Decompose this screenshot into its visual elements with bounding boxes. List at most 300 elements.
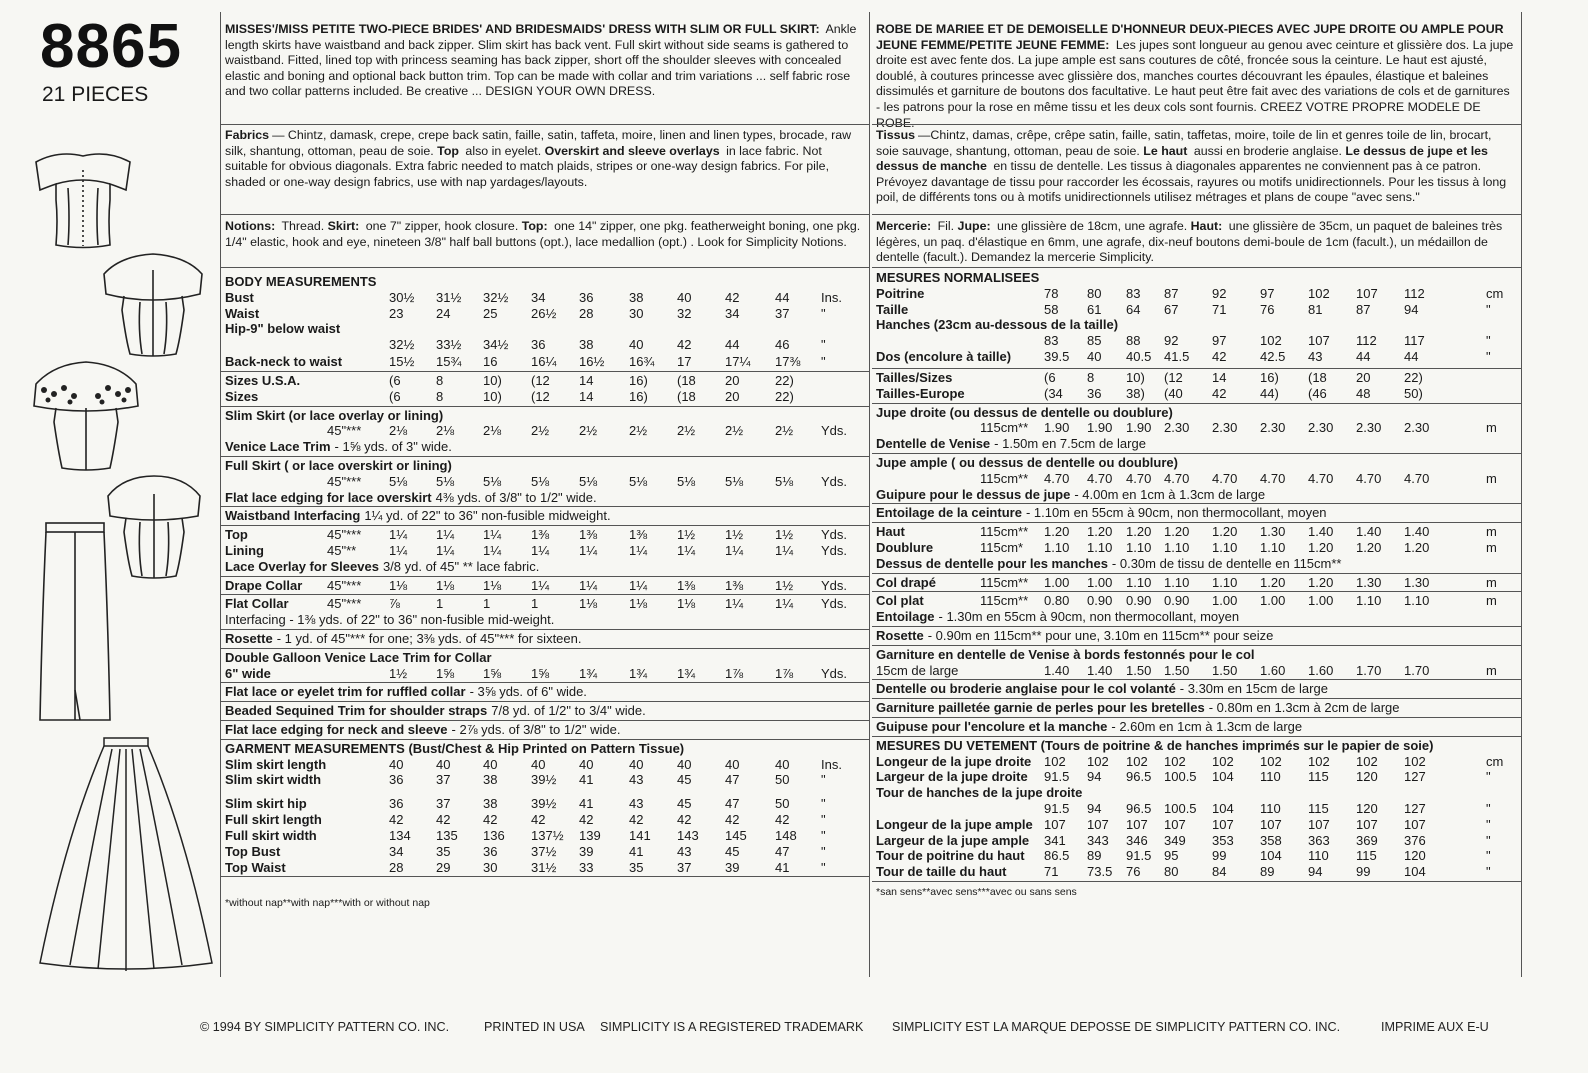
row-text [876,505,1327,521]
size-value: 1.10 [1126,574,1152,590]
beaded-text: 7/8 yd. of 1/2" to 3/4" wide. [491,703,646,719]
row-text [876,785,1082,801]
row-label: Col drapé [876,574,936,590]
size-value: 1.10 [1164,574,1190,590]
size-value: 86.5 [1044,848,1070,864]
garment-row [225,772,865,788]
notions-thread: Thread. [281,219,325,233]
divider [872,214,1521,215]
size-value: 2.30 [1308,420,1334,436]
row-text [225,650,492,666]
row-label: Tour de poitrine du haut [876,848,1025,864]
size-value: 1¼ [629,543,648,558]
size-value: 1⅜ [531,527,550,543]
hanches-label: Hanches (23cm au-dessous de la taille) [876,317,1119,333]
size-value: 110 [1260,801,1281,816]
size-value: 40 [389,756,404,772]
size-value: 22) [775,388,794,404]
vetement-hanches-label: Tour de hanches de la jupe droite [876,785,1083,801]
english-column [220,12,870,977]
size-value: 145 [725,828,747,843]
table-row [225,458,865,474]
row-label: Top Waist [225,859,286,875]
size-value: 1.50 [1126,662,1152,678]
row-label: Slim skirt hip [225,796,307,812]
row-text [225,559,539,575]
hanches-row [876,333,1517,349]
size-value: 39 [579,843,594,859]
row-text [876,883,1077,901]
size-value: 1.10 [1126,540,1152,555]
row-label: Tailles-Europe [876,385,965,401]
size-value: 5⅛ [629,473,648,489]
row-label: Lining [225,543,264,558]
size-value: 1⅛ [389,577,408,593]
size-value: 1⅝ [436,665,455,681]
size-value: 1.20 [1404,540,1430,555]
waist-row [225,306,865,322]
size-value: 1¼ [775,596,794,612]
fabrics-overskirt-text: in lace fabric. Not suitable for obvious diagonals. Extra fabric needed to match plaids, stripes or one-way design fabrics. For pile, shaded or one-way design fabrics, use with nap yardages/layouts. [225,143,830,189]
size-value: 102 [1308,285,1330,301]
size-value: 29 [436,859,451,875]
rosette-text-fr: - 0.90m en 115cm** pour une, 3.10m en 115cm** pour seize [927,628,1274,643]
full-skirt-sketch [36,735,216,975]
size-value: (18 [677,373,696,388]
size-value: 45 [677,772,692,788]
dentelle-volante-label: Dentelle ou broderie anglaise pour le col volanté [876,681,1176,697]
fabrics-text: — Chintz, damask, crepe, crepe back satin, faille, satin, taffeta, moire, linen and linen types, brocade, raw silk, shantung, ottoman, peau de soie. [225,128,852,158]
size-value: 102 [1260,753,1282,769]
size-value: 89 [1087,848,1102,864]
divider [872,698,1521,699]
size-value: 107 [1356,285,1378,301]
size-value: 42 [677,812,692,828]
size-value: 2½ [629,423,648,439]
bodice-collar-back-sketch [100,240,206,360]
size-value: 1.10 [1044,540,1070,555]
size-value: 107 [1356,816,1378,832]
divider [221,682,869,683]
divider [221,739,869,740]
size-value: 107 [1212,816,1234,832]
size-value: 1.20 [1087,524,1113,540]
size-value: 28 [389,859,404,875]
size-value: 42 [579,812,594,828]
size-value: 41 [579,796,594,812]
description-en [225,22,865,100]
row-label: Largeur de la jupe droite [876,769,1028,785]
size-value: 1⅜ [629,527,648,543]
size-value: 20 [1356,370,1371,385]
size-value: 41 [775,859,790,875]
bodice-lace-collar-sketch [30,350,142,475]
notions-skirt-label: Skirt: [327,219,360,233]
size-value: 34 [389,843,404,859]
size-value: 341 [1044,832,1066,848]
row-text [225,408,443,424]
size-value: 50) [1404,385,1423,401]
size-value: 30 [629,305,644,321]
size-value: 39.5 [1044,349,1070,364]
size-value: 87 [1356,301,1371,317]
row-text [225,508,611,524]
size-value: 32 [677,305,692,321]
table-row [876,647,1517,663]
size-value: 87 [1164,285,1179,301]
size-value: 48 [1356,385,1371,401]
table-row [876,785,1517,801]
footer [0,1016,1588,1038]
size-value: 1⅛ [483,577,502,593]
size-value: 1½ [677,527,696,543]
fabric-width: 115cm** [980,470,1029,486]
garment-row [225,812,865,828]
size-value: 0.90 [1164,593,1190,609]
size-value: 2½ [725,423,744,439]
divider [872,591,1521,592]
size-value: 107 [1087,816,1109,832]
bodice-front-sketch [28,140,138,255]
size-value: 1¼ [677,543,696,558]
tailles-europe-row [876,386,1517,402]
size-value: 2⅛ [389,423,408,439]
size-value: 1⅜ [725,577,744,593]
size-value: 1⅛ [579,596,598,612]
unit: " [1486,832,1491,848]
table-row [225,508,865,524]
size-value: 353 [1212,832,1234,848]
size-value: 43 [1308,349,1323,364]
size-value: 1 [531,596,539,612]
divider [221,701,869,702]
flat-eyelet-text: - 3⅝ yds. of 6" wide. [469,684,587,700]
size-value: 102 [1044,753,1066,769]
size-value: 23 [389,305,404,321]
row-text [225,439,452,455]
size-value: 4.70 [1356,470,1382,486]
size-value: (34 [1044,385,1063,401]
size-value: 1.20 [1164,524,1190,540]
size-value: 47 [775,843,790,859]
fabrics-top-label: Top [437,143,459,158]
garment-row [225,757,865,773]
unit: " [1486,864,1491,880]
unit: m [1486,574,1497,590]
flat-neck-text: - 2⅞ yds. of 3/8" to 1/2" wide. [451,722,621,737]
lace-overlay-text: 3/8 yd. of 45" ** lace fabric. [382,558,540,574]
french-column [872,12,1522,977]
size-value: 1¼ [436,527,455,543]
table-row [225,439,865,455]
size-value: 40 [436,756,451,772]
size-value: 1.70 [1404,662,1430,678]
size-value: 0.90 [1126,593,1152,609]
size-value: 99 [1356,864,1371,880]
notions-top-label: Top: [521,219,548,233]
table-row [225,650,865,666]
garment-row [225,860,865,876]
description-fr [876,22,1517,131]
description-body-en: Ankle length skirts have waistband and back zipper. Slim skirt has back vent. Full skirt without side seams is gathered to waistband. Fitted, lined top with princess seaming has back zipper, short off the shoulder sleeves with concealed elastic and boning and optional back button trim. Top can be made with collar and trim variations ... self fabric rose and two collar patterns included. Be creative ... DESIGN YOUR OWN DRESS. [225,22,857,99]
size-value: 343 [1087,832,1109,848]
size-value: 1.50 [1212,662,1238,678]
size-value: 1.20 [1308,540,1334,555]
fabric-width: 45"*** [327,577,362,593]
size-value: 100.5 [1164,801,1197,816]
size-value: 5⅛ [677,473,696,489]
unit: m [1486,540,1497,555]
size-value: 1¼ [389,527,408,543]
size-value: 40 [1087,349,1102,364]
size-value: (18 [1308,370,1327,385]
size-value: 1 [436,596,444,612]
size-value: 45 [677,796,692,812]
size-value: 32½ [389,337,415,353]
size-value: 104 [1260,848,1282,864]
size-value: 30½ [389,289,415,305]
fabric-width: 115cm** [980,593,1029,609]
size-value: 42 [483,812,498,828]
fabrics-top-text: also in eyelet. [465,143,542,158]
trademark: SIMPLICITY IS A REGISTERED TRADEMARK [600,1020,864,1034]
size-value: 1½ [775,527,794,543]
table-row [876,436,1517,452]
size-value: 5⅛ [389,473,408,489]
tissus-dessus-label: Le dessus de jupe et les dessus de manche [876,143,1488,174]
row-text [876,317,1118,333]
size-value: 39½ [531,796,557,812]
size-value: 1.20 [1356,540,1382,555]
size-value: 81 [1308,301,1323,317]
divider [872,403,1521,404]
divider [872,368,1521,369]
size-value: 0.80 [1044,593,1070,609]
guipuse-label: Guipuse pour l'encolure et la manche [876,719,1108,734]
mercerie-haut-label: Haut: [1190,219,1223,233]
size-value: 42 [1212,349,1227,364]
tissus-fr [876,128,1517,206]
size-value: 1.20 [1260,574,1286,590]
lace-overlay-label: Lace Overlay for Sleeves [225,558,379,574]
fabric-width: 45"*** [327,596,362,612]
pailletee-text: - 0.80m en 1.3cm à 2cm de large [1208,700,1400,716]
venice-lace-label: Venice Lace Trim [225,439,331,455]
size-value: 16¼ [531,354,557,370]
size-value: 1.40 [1404,524,1430,540]
size-value: 110 [1260,769,1281,785]
size-value: 1.10 [1356,593,1382,609]
garment-row [225,796,865,812]
waistband-text: 1¼ yd. of 22" to 36" non-fusible midweight. [364,508,611,524]
divider [221,124,869,125]
size-value: 94 [1404,301,1419,317]
size-value: 1⅛ [629,596,648,612]
size-value: 10) [483,388,502,404]
size-value: 44 [1404,349,1419,364]
size-value: (12 [1164,370,1183,385]
size-value: 1.90 [1126,420,1152,436]
size-value: 42 [629,812,644,828]
row-text [225,274,376,290]
pattern-number: 8865 [40,12,182,81]
size-value: 41.5 [1164,349,1190,364]
notions-label: Notions: [225,219,276,233]
size-value: (12 [531,373,550,388]
size-value: 36 [531,337,546,353]
slim-skirt-row [225,423,865,439]
dentelle-venise-text: - 1.50m en 7.5cm de large [994,436,1146,452]
row-text [876,647,1255,663]
size-value: 91.5 [1044,769,1070,785]
dentelle-venise-label: Dentelle de Venise [876,436,991,452]
size-value: 1.20 [1044,524,1070,540]
table-row [225,490,865,506]
table-row [876,738,1517,754]
galloon-row [225,666,865,682]
row-text [225,631,581,647]
mercerie-jupe-label: Jupe: [957,219,991,233]
sizes-usa-row [225,373,865,389]
size-value: 37 [775,305,790,321]
size-value: 16) [629,388,648,404]
size-value: 16) [629,373,648,388]
table-row [225,684,865,700]
row-text [876,628,1273,644]
divider [872,645,1521,646]
size-value: (40 [1164,385,1183,401]
fabrics-en [225,128,865,190]
doublure-row [876,540,1517,556]
row-text [876,405,1173,421]
size-value: 1.00 [1087,574,1113,590]
size-value: (6 [389,373,401,388]
vetement-title: MESURES DU VETEMENT (Tours de poitrine & de hanches imprimés sur le papier de soie) [876,737,1434,753]
size-value: 112 [1404,285,1425,301]
row-label: 15cm de large [876,662,959,678]
size-value: 107 [1044,816,1066,832]
size-value: 33½ [436,337,462,353]
divider [221,267,869,268]
size-value: 40 [725,756,740,772]
garniture-title: Garniture en dentelle de Venise à bords festonnés pour le col [876,646,1255,662]
size-value: 8 [436,373,444,388]
size-value: 80 [1164,864,1179,880]
size-value: 1.40 [1044,662,1070,678]
size-value: 42 [775,812,790,828]
footnote-fr: *san sens**avec sens***avec ou sans sens [876,886,1077,898]
table-row [876,317,1517,333]
row-text [876,719,1302,735]
size-value: 1.50 [1164,662,1190,678]
divider [872,881,1521,882]
row-label: Drape Collar [225,577,303,593]
poitrine-row [876,286,1517,302]
size-value: 369 [1356,832,1378,848]
size-value: 110 [1308,848,1329,864]
notions-skirt-text: one 7" zipper, hook closure. [365,219,519,233]
size-value: 30 [483,859,498,875]
size-value: 2½ [579,423,598,439]
table-row [876,505,1517,521]
size-value: 102 [1260,333,1282,349]
bust-row [225,290,865,306]
row-text [876,556,1342,572]
body-measurements-title: BODY MEASUREMENTS [225,274,377,289]
vetement-row [876,754,1517,770]
size-value: 94 [1308,864,1323,880]
size-value: 33 [579,859,594,875]
size-value: 97 [1212,333,1227,349]
size-value: 5⅛ [436,473,455,489]
description-title-en: MISSES'/MISS PETITE TWO-PIECE BRIDES' AND BRIDESMAIDS' DRESS WITH SLIM OR FULL SKIRT: [225,22,820,36]
row-label: Tailles/Sizes [876,370,953,385]
taille-row [876,302,1517,318]
divider [221,525,869,526]
venice-lace-text: - 1⅝ yds. of 3" wide. [334,439,452,455]
divider [221,214,869,215]
flat-lace-text: 4⅜ yds. of 3/8" to 1/2" wide. [435,489,597,505]
size-value: 102 [1404,753,1426,769]
size-value: 42.5 [1260,349,1286,364]
size-value: 1¼ [389,543,408,558]
fabric-width: 115cm* [980,540,1024,555]
left-column [0,0,215,1000]
size-value: 16 [483,354,498,370]
size-value: (6 [389,388,401,404]
size-value: 92 [1212,285,1227,301]
imprime: IMPRIME AUX E-U [1381,1020,1489,1034]
size-value: 5⅛ [725,473,744,489]
size-value: 1.00 [1260,593,1286,609]
table-row [876,487,1517,503]
row-text [876,270,1039,286]
size-value: 1.10 [1164,540,1190,555]
row-label: Back-neck to waist [225,354,343,370]
size-value: 5⅛ [531,473,550,489]
divider [872,736,1521,737]
size-value: 16½ [579,354,605,370]
size-value: 102 [1308,753,1330,769]
size-value: 100.5 [1164,769,1197,785]
notions-en [225,219,865,250]
row-label: Full skirt length [225,812,322,828]
size-value: 1.10 [1212,540,1238,555]
row-text [876,487,1265,503]
size-value: 42 [1212,385,1227,401]
printed-in: PRINTED IN USA [484,1020,585,1034]
size-value: 104 [1212,769,1234,785]
divider [221,371,869,372]
row-label: 6" wide [225,665,271,681]
fabric-width: 45"** [327,543,357,558]
entoilage-text: - 1.30m en 55cm à 90cm, non thermocollant, moyen [938,609,1240,625]
size-value: 1¼ [531,543,550,558]
size-value: 38 [483,772,498,788]
size-value: 84 [1212,864,1227,880]
divider [872,267,1521,268]
vetement-row [876,801,1517,817]
unit: Ins. [821,289,842,305]
size-value: 88 [1126,333,1141,349]
size-value: 40 [531,756,546,772]
size-value: 2½ [775,423,794,439]
size-value: 1¼ [775,543,794,558]
row-text [225,612,554,628]
dentelle-volante-text: - 3.30m en 15cm de large [1179,681,1328,697]
size-value: 112 [1356,333,1377,349]
size-value: 42 [436,812,451,828]
